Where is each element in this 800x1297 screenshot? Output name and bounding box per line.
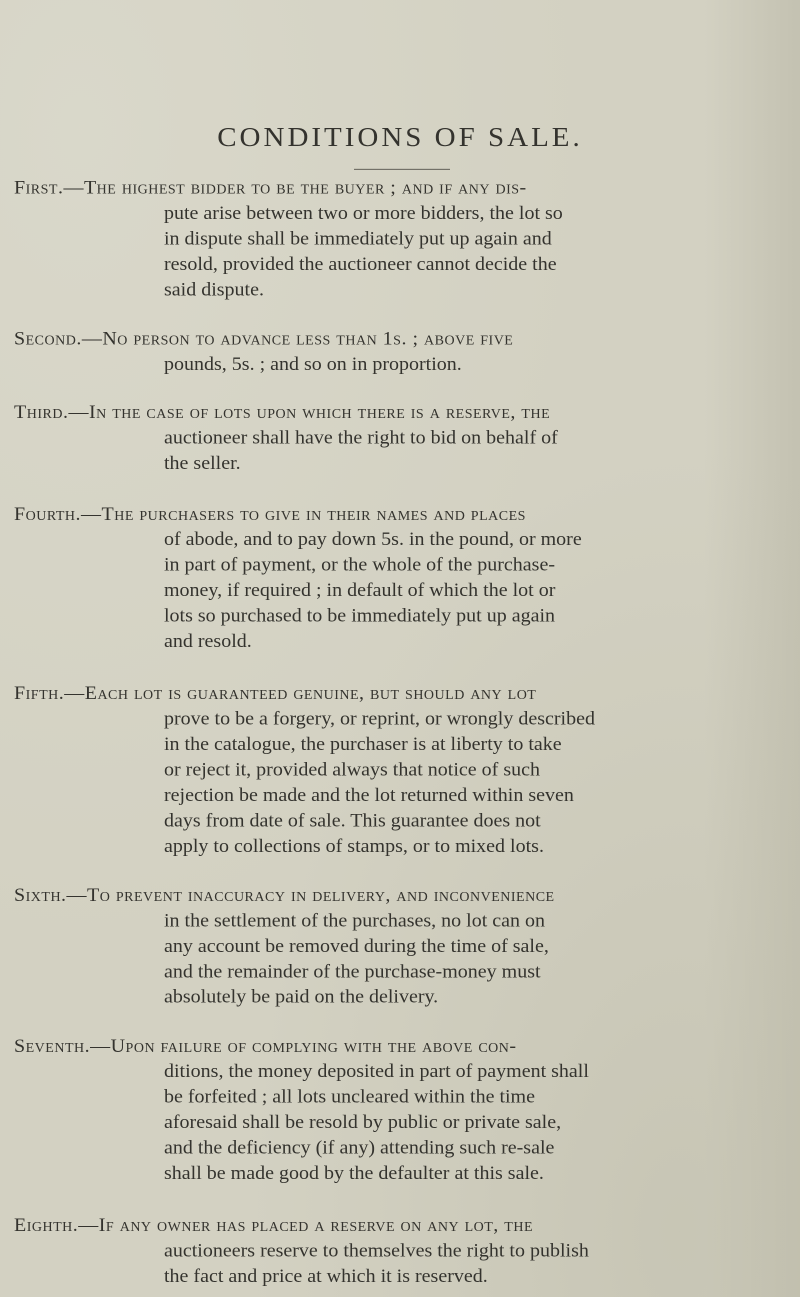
page-title: CONDITIONS OF SALE. xyxy=(217,122,583,153)
clause-line: in the catalogue, the purchaser is at liberty to take xyxy=(164,733,562,755)
clause-line: Fourth.—The purchasers to give in their names and places xyxy=(14,503,526,525)
clause-eighth xyxy=(14,1213,742,1289)
clause-line: First.—The highest bidder to be the buyer ; and if any dis- xyxy=(14,177,527,199)
clause-fourth xyxy=(14,502,742,655)
clause-line: in dispute shall be immediately put up again and xyxy=(164,228,552,250)
clause-line: Sixth.—To prevent inaccuracy in delivery, and inconvenience xyxy=(14,884,555,906)
clause-line: auctioneers reserve to themselves the right to publish xyxy=(164,1240,589,1262)
clause-first xyxy=(14,175,742,302)
clause-line: said dispute. xyxy=(164,279,264,300)
clause-line: Third.—In the case of lots upon which there is a reserve, the xyxy=(14,401,551,423)
clause-line: pounds, 5s. ; and so on in proportion. xyxy=(164,353,462,375)
clause-line: Second.—No person to advance less than 1s. ; above five xyxy=(14,328,514,350)
clause-line: and resold. xyxy=(164,631,252,652)
clause-line: and the deficiency (if any) attending such re-sale xyxy=(164,1137,555,1159)
clause-line: lots so purchased to be immediately put up again xyxy=(164,605,556,627)
clause-second xyxy=(14,326,742,377)
clause-line: be forfeited ; all lots uncleared within the time xyxy=(164,1086,535,1108)
clause-line: of abode, and to pay down 5s. in the pound, or more xyxy=(164,529,582,550)
clause-line: absolutely be paid on the delivery. xyxy=(164,986,439,1008)
clause-line: pute arise between two or more bidders, the lot so xyxy=(164,202,563,224)
clause-seventh xyxy=(14,1034,742,1187)
clause-line: shall be made good by the defaulter at this sale. xyxy=(164,1163,544,1184)
clause-line: the seller. xyxy=(164,452,241,474)
clause-line: in part of payment, or the whole of the purchase- xyxy=(164,554,555,576)
clause-line: in the settlement of the purchases, no lot can on xyxy=(164,910,546,932)
clause-line: any account be removed during the time of sale, xyxy=(164,935,549,957)
clause-line: the fact and price at which it is reserved. xyxy=(164,1265,488,1287)
clause-line: Eighth.—If any owner has placed a reserve on any lot, the xyxy=(14,1214,534,1236)
clause-line: apply to collections of stamps, or to mixed lots. xyxy=(164,835,544,857)
clause-fifth xyxy=(14,681,742,859)
title-rule xyxy=(354,169,450,170)
clause-line: money, if required ; in default of which the lot or xyxy=(164,580,556,601)
clause-line: auctioneer shall have the right to bid on behalf of xyxy=(164,427,558,449)
clause-line: and the remainder of the purchase-money must xyxy=(164,961,541,982)
clause-line: aforesaid shall be resold by public or private sale, xyxy=(164,1112,562,1133)
clause-line: rejection be made and the lot returned within seven xyxy=(164,784,574,806)
clause-line: resold, provided the auctioneer cannot decide the xyxy=(164,253,557,275)
clause-line: Fifth.—Each lot is guaranteed genuine, but should any lot xyxy=(14,682,537,704)
clause-line: prove to be a forgery, or reprint, or wrongly described xyxy=(164,708,595,730)
clause-line: or reject it, provided always that notice of such xyxy=(164,759,540,781)
clause-line: Seventh.—Upon failure of complying with the above con- xyxy=(14,1035,517,1057)
clause-line: days from date of sale. This guarantee does not xyxy=(164,810,541,832)
clause-sixth xyxy=(14,883,742,1010)
clause-third xyxy=(14,400,742,476)
clause-line: ditions, the money deposited in part of payment shall xyxy=(164,1061,589,1082)
